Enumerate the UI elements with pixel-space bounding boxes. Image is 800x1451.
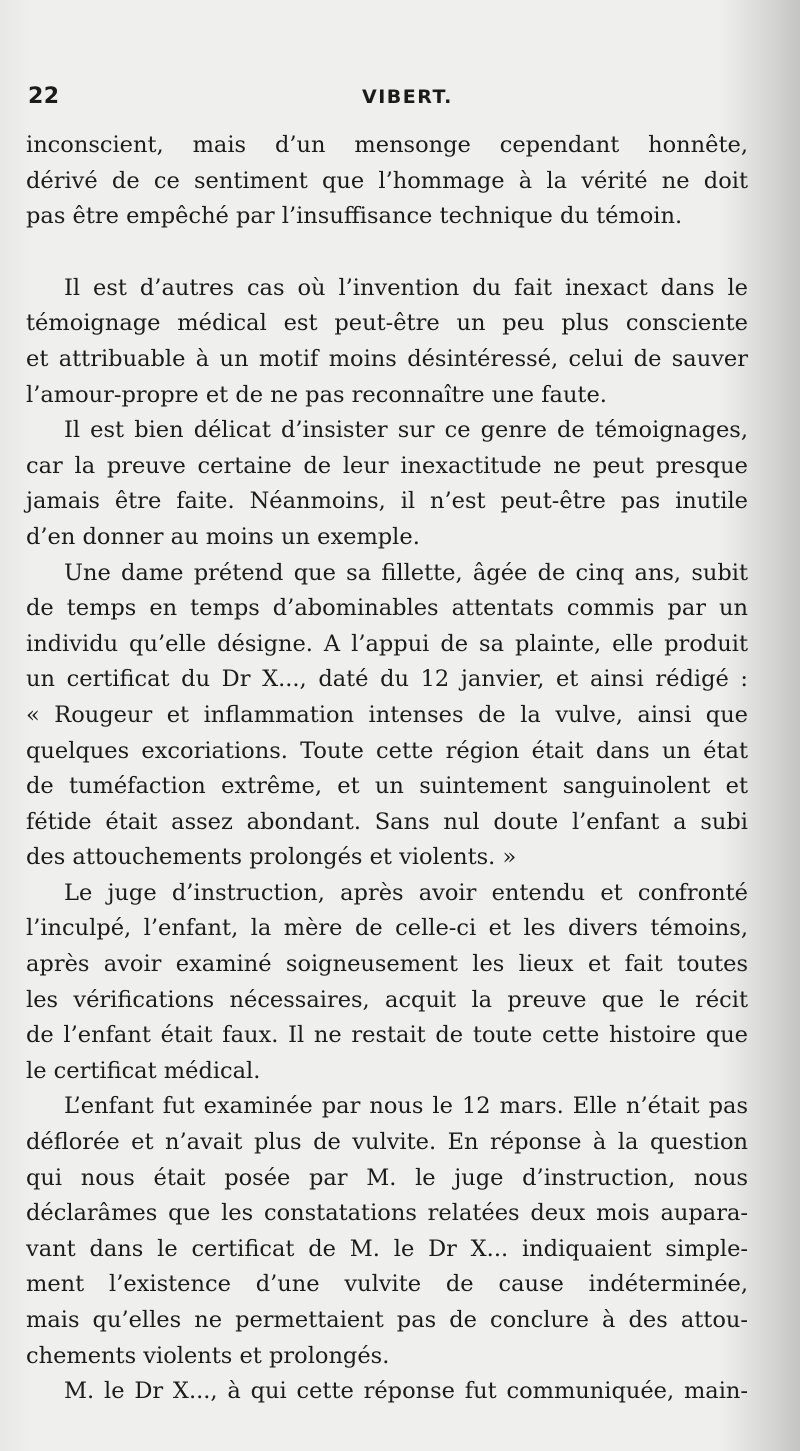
text-line: fétide était assez abondant. Sans nul doute l’enfant a subi: [26, 808, 748, 835]
text-line: L’enfant fut examinée par nous le 12 mars. Elle n’était pas: [64, 1093, 748, 1120]
text-line: Une dame prétend que sa fillette, âgée de cinq ans, subit: [64, 559, 748, 586]
text-line: pas être empêché par l’insuffisance technique du témoin.: [26, 203, 683, 230]
text-line: les vérifications nécessaires, acquit la preuve que le récit: [26, 986, 748, 1013]
text-line: Il est d’autres cas où l’invention du fait inexact dans le: [64, 274, 748, 301]
text-line: vant dans le certificat de M. le Dr X... indiquaient simple-: [26, 1235, 748, 1262]
running-head: VIBERT.: [362, 86, 453, 108]
text-line: Le juge d’instruction, après avoir entendu et confronté: [64, 879, 748, 906]
text-line: individu qu’elle désigne. A l’appui de sa plainte, elle produit: [26, 630, 748, 657]
page-header: [28, 84, 748, 120]
text-line: témoignage médical est peut-être un peu plus consciente: [26, 310, 748, 337]
text-line: après avoir examiné soigneusement les lieux et fait toutes: [26, 951, 748, 978]
text-line: l’amour-propre et de ne pas reconnaître une faute.: [26, 381, 607, 408]
text-line: de l’enfant était faux. Il ne restait de toute cette histoire que: [26, 1022, 748, 1049]
text-line: déclarâmes que les constatations relatées deux mois aupara-: [26, 1200, 748, 1227]
page-number: 22: [28, 84, 60, 109]
text-line: quelques excoriations. Toute cette région était dans un état: [26, 737, 748, 764]
text-line: « Rougeur et inflammation intenses de la vulve, ainsi que: [26, 701, 748, 728]
text-line: ment l’existence d’une vulvite de cause indéterminée,: [26, 1271, 748, 1298]
text-line: car la preuve certaine de leur inexactitude ne peut presque: [26, 452, 748, 479]
text-line: de tuméfaction extrême, et un suintement sanguinolent et: [26, 773, 748, 800]
body-text: [26, 128, 748, 1410]
text-line: Il est bien délicat d’insister sur ce genre de témoignages,: [64, 417, 748, 444]
text-line: mais qu’elles ne permettaient pas de conclure à des attou-: [26, 1307, 748, 1333]
text-line: et attribuable à un motif moins désintéressé, celui de sauver: [26, 345, 748, 372]
text-line: un certificat du Dr X..., daté du 12 janvier, et ainsi rédigé :: [26, 666, 748, 693]
text-line: qui nous était posée par M. le juge d’instruction, nous: [26, 1164, 748, 1191]
paragraph-gap: [26, 235, 748, 271]
text-line: l’inculpé, l’enfant, la mère de celle-ci et les divers témoins,: [26, 915, 748, 942]
text-line: d’en donner au moins un exemple.: [26, 523, 420, 550]
text-line: jamais être faite. Néanmoins, il n’est peut-être pas inutile: [26, 488, 748, 515]
text-line: le certificat médical.: [26, 1057, 261, 1084]
text-line: de temps en temps d’abominables attentats commis par un: [26, 595, 748, 622]
text-line: chements violents et prolongés.: [26, 1342, 390, 1369]
text-line: dérivé de ce sentiment que l’hommage à la vérité ne doit: [26, 167, 748, 194]
text-line: M. le Dr X..., à qui cette réponse fut communiquée, main-: [64, 1378, 748, 1405]
text-line: inconscient, mais d’un mensonge cependant honnête,: [26, 132, 748, 158]
text-line: des attouchements prolongés et violents. »: [26, 844, 517, 871]
text-line: déflorée et n’avait plus de vulvite. En réponse à la question: [26, 1129, 748, 1156]
